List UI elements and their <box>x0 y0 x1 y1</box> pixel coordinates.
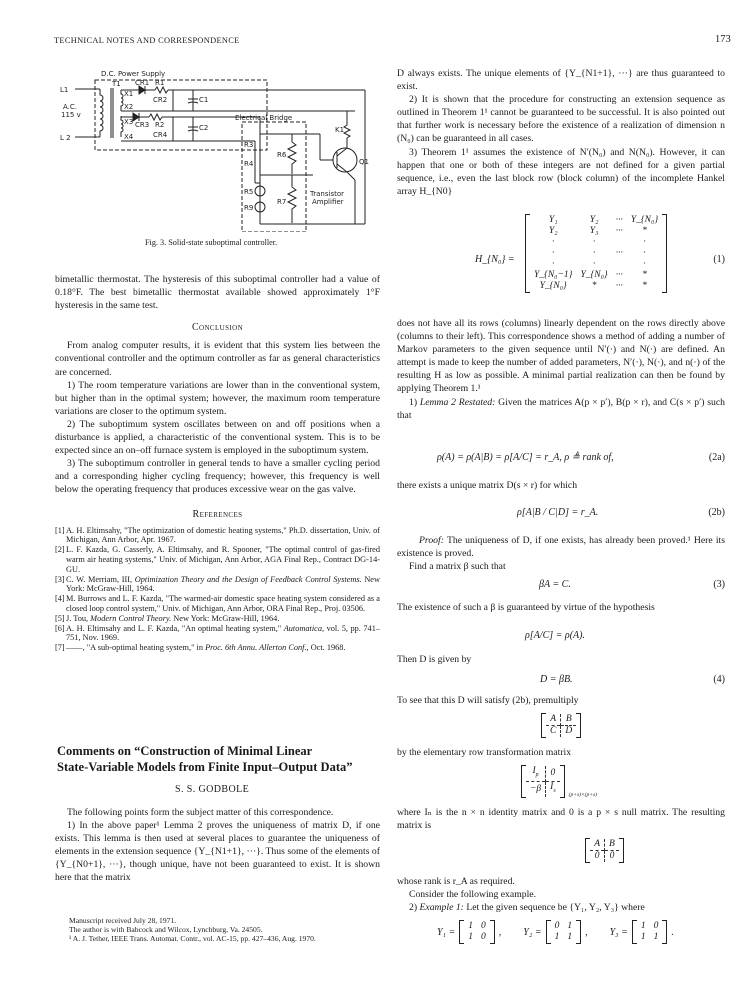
ref-number: [1] <box>55 525 65 535</box>
example-text: Let the given sequence be {Y₁, Y₂, Y₃} where <box>463 902 645 914</box>
label-C2: C2 <box>199 124 209 132</box>
ref-authors: A. H. Eltimsahy and L. F. Kazda, "An optimal heating system," <box>66 623 284 633</box>
ref-date: Oct. 1968. <box>308 643 346 653</box>
eq4-expression: D = βB. <box>540 674 573 685</box>
matrix-cell: · <box>643 248 646 258</box>
circuit-schematic-svg <box>55 62 375 232</box>
proof-text: The uniqueness of D, if one exists, has already been proved.¹ Here its existence is proved. <box>397 535 725 560</box>
label-amplifier-2: Amplifier <box>312 198 344 206</box>
label-CR3: CR3 <box>135 121 150 129</box>
paragraph: whose rank is r_A as required. <box>397 876 515 887</box>
article-author: S. S. GODBOLE <box>175 784 250 795</box>
ref-publisher: New York: McGraw-Hill, 1964. <box>171 613 280 623</box>
right-column-top <box>397 67 725 198</box>
label-X1: X1 <box>124 90 134 98</box>
paragraph: 3) Theorem 1¹ assumes the existence of N′(N₀) and N(N₀). However, it can happen that one or both of these integers are not defined for a given partial sequence, i.e., even the last block row (block column) of the incomplete Hankel array H_{N0} <box>397 146 725 197</box>
eq2a-expression: ρ(A) = ρ(A|B) = ρ[A/C] = r_A, ρ ≜ rank of, <box>437 452 614 463</box>
reference-item <box>55 624 380 644</box>
reference-item <box>55 545 380 574</box>
matrix-cell: Y_{N₀} <box>630 215 659 225</box>
paragraph: where Iₙ is the n × n identity matrix and 0 is a p × s null matrix. The resulting matrix is <box>397 807 725 832</box>
label-X3: X3 <box>124 118 134 126</box>
lemma-text: Given the matrices A(p × p′), B(p × r), and C(s × p′) such that <box>397 396 726 421</box>
paragraph: To see that this D will satisfy (2b), premultiply <box>397 695 579 706</box>
matrix-cell: ··· <box>615 226 623 236</box>
equation-3 <box>397 579 725 595</box>
paragraph-block <box>397 694 725 707</box>
paragraph-block <box>397 746 725 759</box>
transform-matrix: $I_p$ 0 −β $I_s$ <box>521 765 565 798</box>
matrix-cell: · <box>592 248 596 258</box>
matrix-body <box>632 920 668 944</box>
article-body-left <box>55 806 380 885</box>
eq2b-expression: ρ[A|B / C|D] = r_A. <box>517 507 599 518</box>
ref-text: M. Burrows and L. F. Kazda, "The warmed-air domestic space heating system considered as a closed loop control system," Univ. of Michigan, Ann Arbor, ORA Final Rep., Proj. 03506. <box>66 594 380 613</box>
resulting-matrix: A B 0 0 <box>585 838 624 863</box>
matrix-cell: Y_{N₀} <box>539 281 567 291</box>
label-R9: R9 <box>244 204 254 212</box>
matrix-cell: 1 <box>554 932 560 942</box>
paragraph: 2) The suboptimum system oscillates between on and off positions when a disturbance is applied, a characteristic of the conventional system. This is to be expected since an on–off furnace system is employed in the suboptimum system. <box>55 418 380 457</box>
equation-1 <box>397 214 725 306</box>
circuit-diagram <box>55 62 375 232</box>
matrix-cell: 0 <box>554 921 560 931</box>
ref-authors: C. W. Merriam, III, <box>66 574 135 584</box>
equation-2a <box>397 448 725 472</box>
label-R4: R4 <box>244 160 254 168</box>
paragraph: does not have all its rows (columns) linearly dependent on the rows directly above (columns to their left). This correspondence shows a method of adding a number of Markov parameters to the given sequence until N′(·) and N(·) are defined. An attempt is made to keep the number of added parameters, N′(·), N(·), and n(·) of the resulting H as low as possible. A minimal partial realization can then be found by applying Theorem 1.¹ <box>397 318 725 395</box>
ref-number: [4] <box>55 594 65 604</box>
matrix-cell: 1 <box>653 932 659 942</box>
matrix-cell: Y₂ <box>548 226 558 236</box>
ref-text <box>66 575 380 595</box>
label-X2: X2 <box>124 103 134 111</box>
label-ac: A.C. <box>63 103 78 111</box>
matrix-cell: · <box>552 237 555 247</box>
equation-number: (2b) <box>708 507 725 518</box>
ref-title: Optimization Theory and the Design of Feedback Control Systems. <box>134 574 362 584</box>
label-T1: T1 <box>112 80 121 88</box>
ref-journal: Automatica, <box>283 623 325 633</box>
matrix-cell: Y_{N₀−1} <box>534 270 573 280</box>
equation-4 <box>397 674 725 690</box>
matrix-cell: 0 <box>481 932 486 942</box>
equation-number: (1) <box>713 254 725 265</box>
matrix-cell: * <box>642 270 647 280</box>
ref-title: Modern Control Theory. <box>90 613 172 623</box>
matrix-cell: · <box>643 259 646 269</box>
ref-volume: vol. 5, pp. 741–751, Nov. 1969. <box>66 623 380 643</box>
ref-text: L. F. Kazda, G. Casserly, A. Eltimsahy, and R. Spooner, "The optimal control of gas-fired warm air heating systems," Univ. of Michigan, Ann Arbor, AGA Final Rep., Contract DG-14-GU. <box>66 545 380 574</box>
label-L1: L1 <box>60 86 69 94</box>
label-X4: X4 <box>124 133 134 141</box>
article-title <box>57 743 353 775</box>
matrix-cell: 0 <box>653 921 659 931</box>
ref-number: [3] <box>55 574 65 584</box>
label-CR4: CR4 <box>153 131 168 139</box>
paragraph: The following points form the subject matter of this correspondence. <box>67 807 334 818</box>
label-R2: R2 <box>155 121 165 129</box>
hypothesis-expression: ρ[A/C] = ρ(A). <box>525 630 585 641</box>
left-column <box>55 273 380 653</box>
right-column-mid <box>397 317 725 422</box>
reference-list <box>55 526 380 653</box>
page-number: 173 <box>715 34 731 45</box>
reference-item <box>55 643 380 653</box>
reference-item <box>55 614 380 624</box>
label-L2: L 2 <box>60 134 71 142</box>
paragraph-block <box>397 806 725 832</box>
lemma-label: Lemma 2 Restated: <box>419 396 496 408</box>
matrix-cell: ··· <box>615 281 623 291</box>
proof-label: Proof: <box>419 535 444 546</box>
matrix-cell: Y₁ <box>548 215 558 225</box>
footnote-received: Manuscript received July 28, 1971. <box>69 916 177 925</box>
row-transform-matrix <box>521 765 597 798</box>
footnote-affiliation: The author is with Babcock and Wilcox, Lynchburg, Va. 24505. <box>69 925 263 934</box>
example-matrices <box>437 920 727 944</box>
matrix-name: Y₂ = <box>523 926 542 938</box>
figure-caption: Fig. 3. Solid-state suboptimal controller. <box>145 238 278 247</box>
paragraph: bimetallic thermostat. The hysteresis of this suboptimal controller had a value of 0.18°F. The best bimetallic thermostat available showed approximately 1°F hysteresis in the same test. <box>55 274 380 312</box>
label-C1: C1 <box>199 96 209 104</box>
ref-text: A. H. Eltimsahy, "The optimization of domestic heating systems," Ph.D. dissertation, Univ. of Michigan, Ann Arbor, Apr. 1967. <box>66 525 380 545</box>
reference-item <box>55 594 380 614</box>
matrix-cell: ··· <box>615 248 623 258</box>
example-label: Example 1: <box>419 902 464 914</box>
matrix-Y2 <box>523 920 587 944</box>
matrix-cell: 1 <box>468 932 474 942</box>
label-R6: R6 <box>277 151 287 159</box>
matrix-body <box>459 920 495 944</box>
label-bridge: Electrical Bridge <box>235 114 293 122</box>
paragraph: there exists a unique matrix D(s × r) for which <box>397 480 578 491</box>
matrix-cell: Y₃ <box>589 226 599 236</box>
reference-item <box>55 526 380 546</box>
label-ac-voltage: 115 v <box>61 111 81 119</box>
matrix-cell: 1 <box>640 932 646 942</box>
paragraph: From analog computer results, it is evident that this system lies between the conventional controller and the optimum controller as far as general characteristics are concerned. <box>55 340 380 378</box>
paragraph: by the elementary row transformation matrix <box>397 747 572 758</box>
label-CR2: CR2 <box>153 96 168 104</box>
section-heading-conclusion: Conclusion <box>191 322 244 334</box>
label-amplifier-1: Transistor <box>310 190 344 198</box>
matrix-cell: * <box>591 281 597 291</box>
section-heading-references: References <box>192 508 243 520</box>
article-title-line-1: Comments on “Construction of Minimal Linear <box>57 744 313 758</box>
paragraph-block <box>397 653 725 666</box>
matrix-cell: ··· <box>615 215 623 225</box>
matrix-cell: · <box>592 259 596 269</box>
matrix-cell: · <box>592 237 596 247</box>
right-column-bottom <box>397 875 725 914</box>
label-R3: R3 <box>244 141 254 149</box>
article-title-line-2: State-Variable Models from Finite Input–Output Data” <box>57 760 353 774</box>
equation-number: (3) <box>713 579 725 590</box>
ref-text <box>66 614 380 624</box>
separator: , <box>498 926 502 938</box>
matrix-cell: 0 <box>481 921 486 931</box>
label-Q1: Q1 <box>359 158 369 166</box>
hankel-matrix <box>525 214 667 293</box>
equation-number: (4) <box>713 674 725 685</box>
paragraph-block <box>397 479 725 492</box>
matrix-cell <box>612 237 627 248</box>
lemma-paragraph: 1) Lemma 2 Restated: Given the matrices A(p × p′), B(p × r), and C(s × p′) such that <box>397 396 726 421</box>
label-power-supply: D.C. Power Supply <box>101 70 166 78</box>
matrix-cell: Y_{N₀} <box>580 270 608 280</box>
ref-number: [7] <box>55 643 65 653</box>
matrix-Y1 <box>437 920 501 944</box>
separator: . <box>671 926 674 938</box>
paragraph: The existence of such a β is guaranteed by virtue of the hypothesis <box>397 602 655 613</box>
ref-number: [6] <box>55 623 65 633</box>
matrix-body <box>546 920 582 944</box>
paragraph: 2) It is shown that the procedure for constructing an extension sequence as outlined in Theorem 1¹ cannot be guaranteed to be successful. It is also pointed out that further work is necessary before the existence of a realization of dimension n (N₀) can be guaranteed in all cases. <box>397 94 725 145</box>
ref-proceedings: Proc. 6th Annu. Allerton Conf., <box>205 643 309 653</box>
paragraph: 3) The suboptimum controller in general tends to have a smaller cycling period and a corresponding higher cycling frequency; however, this frequency is well below the operating frequency that produces excessive wear on the gas valve. <box>55 458 380 496</box>
matrix-cell: 1 <box>567 932 573 942</box>
paragraph-block <box>397 601 725 614</box>
label-K1: K1 <box>335 126 345 134</box>
reference-item <box>55 575 380 595</box>
label-R5: R5 <box>244 188 254 196</box>
paragraph: Then D is given by <box>397 654 472 665</box>
matrix-cell: Y₂ <box>589 215 599 225</box>
paragraph: Find a matrix β such that <box>409 561 506 573</box>
matrix-Y3 <box>610 920 674 944</box>
matrix-cell: * <box>642 281 647 291</box>
ref-text <box>66 624 380 644</box>
matrix-cell: 1 <box>468 921 474 931</box>
example-paragraph: 2) Example 1: Let the given sequence be {Y₁, Y₂, Y₃} where <box>409 902 645 914</box>
footnote-reference: ¹ A. J. Tether, IEEE Trans. Automat. Contr., vol. AC-15, pp. 427–436, Aug. 1970. <box>69 934 316 943</box>
equation-number: (2a) <box>708 452 725 463</box>
ref-authors: ——, "A sub-optimal heating system," in <box>66 643 206 653</box>
equation-2b <box>397 500 725 528</box>
ref-authors: J. Tou, <box>66 613 91 623</box>
equation-hypothesis <box>397 625 725 649</box>
matrix-name: Y₃ = <box>609 926 628 938</box>
ref-publisher: New York: McGraw-Hill, 1964. <box>66 574 380 594</box>
paragraph: D always exists. The unique elements of {Y_{N1+1}, ···} are thus guaranteed to exist. <box>397 68 725 93</box>
matrix-cell: · <box>643 237 646 247</box>
matrix-name: Y₁ = <box>437 926 456 938</box>
block-matrix-ABCD: A B C D <box>541 713 581 738</box>
ref-number: [2] <box>55 545 65 555</box>
label-CR1: CR1 <box>135 79 150 87</box>
separator: , <box>585 926 588 938</box>
paragraph: Consider the following example. <box>409 889 536 901</box>
matrix-cell: ··· <box>615 270 623 280</box>
proof-block <box>397 534 725 573</box>
matrix-cell: · <box>552 248 555 258</box>
ref-number: [5] <box>55 613 65 623</box>
ref-text <box>66 643 380 653</box>
eq1-lhs: H_{N₀} = <box>475 254 515 265</box>
paragraph: 1) The room temperature variations are lower than in the conventional system, but higher than in the optimal system; however, the maximum room temperature variations are closer to the optimum system. <box>55 379 380 417</box>
proof-paragraph <box>397 534 725 560</box>
matrix-cell: * <box>642 226 647 236</box>
footnotes <box>57 916 377 943</box>
label-R1: R1 <box>155 79 165 87</box>
matrix-cell <box>612 259 627 270</box>
matrix-cell: · <box>552 259 555 269</box>
matrix-cell: 1 <box>567 921 573 931</box>
transform-subscript: (p+s)×(p+s) <box>568 791 597 798</box>
matrix-cell: 1 <box>640 921 646 931</box>
running-head: TECHNICAL NOTES AND CORRESPONDENCE <box>54 36 240 45</box>
label-R7: R7 <box>277 198 287 206</box>
paragraph: 1) In the above paper¹ Lemma 2 proves the uniqueness of matrix D, if one exists. This lemma is then used at several places to guarantee the uniqueness of elements in the extension sequence {Y_{N1+1}, ···}. Thus some of the elements of {Y_{N0+1}, ···}, though unique, have not been guaranteed to exist. It is shown here that the matrix <box>55 820 380 884</box>
eq3-expression: βA = C. <box>539 579 571 590</box>
